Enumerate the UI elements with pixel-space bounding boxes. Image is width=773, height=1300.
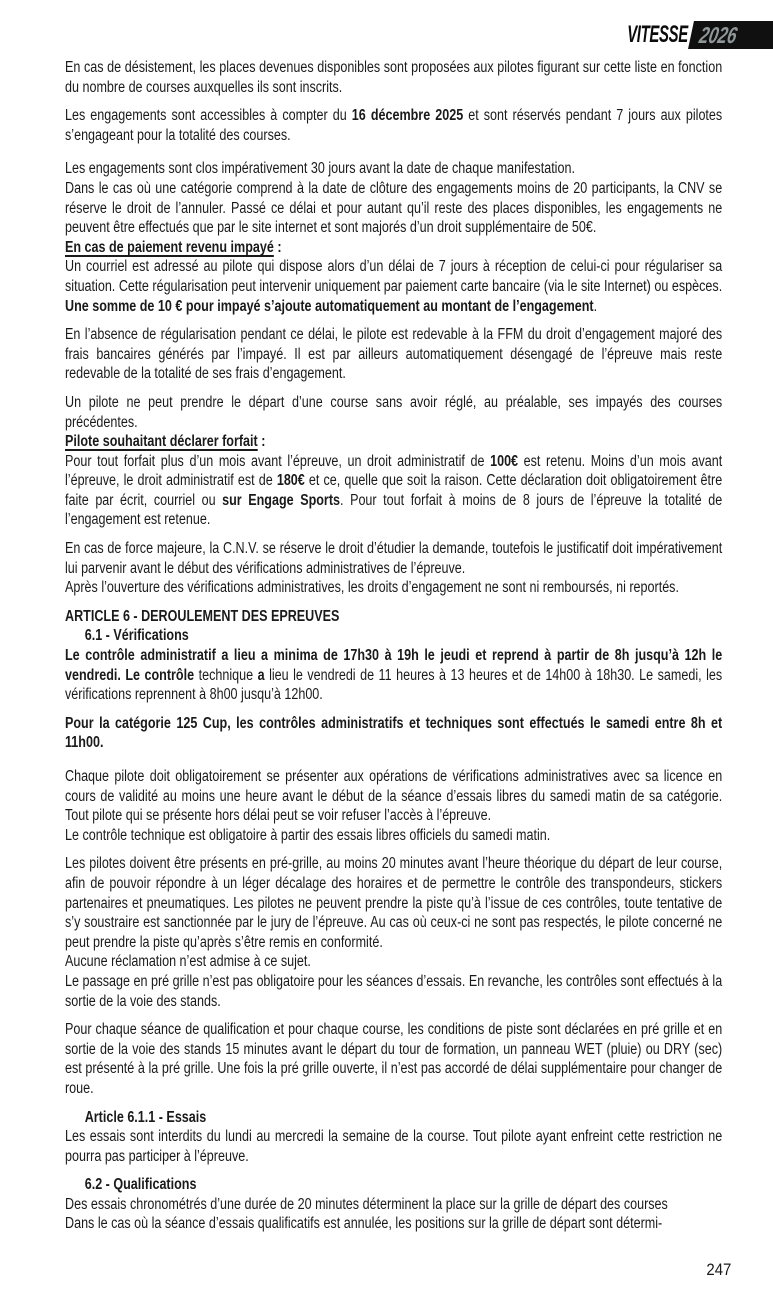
text-segment: Un pilote ne peut prendre le départ d’une course sans avoir réglé, au préalable, ses impayés des courses précédentes. [65,393,723,431]
sub-heading [65,1175,722,1195]
text-segment: sur Engage Sports [222,491,341,509]
text-segment: a [257,666,270,684]
text-segment: . Pour tout forfait à moins de 8 jours de l’épreuve la totalité de l’engagement est retenue. [65,491,723,529]
text-segment: Pour tout forfait plus d’un mois avant l’épreuve, un droit administratif de [65,452,491,470]
text-segment: Après l’ouverture des vérifications administratives, les droits d’engagement ne sont ni remboursés, ni reportés. [65,579,679,597]
text-segment: lieu le vendredi de 11 heures à 13 heures et de 14h00 à 18h30. Le samedi, les vérifications reprennent à 8h00 jusqu’à 12h00. [65,666,723,704]
text-segment: est retenu. Moins d’un mois avant l’épreuve, le droit administratif est de [65,452,723,490]
text-segment: Le contrôle administratif a lieu a minima de 17h30 à 19h le jeudi et reprend à partir de 8h jusqu’à 12h le vendredi. Le contrôle [65,647,723,684]
text-segment: 100€ [490,452,519,470]
paragraph [65,257,722,316]
paragraph [65,539,722,578]
brand-name: VITESSE [627,21,688,48]
paragraph [65,578,722,598]
year-text: 2026 [697,21,740,48]
text-segment: 6.1 - Vérifications [84,627,189,645]
paragraph [65,1127,722,1166]
text-segment: Les engagements sont clos impérativement 30 jours avant la date de chaque manifestation. [65,160,575,178]
paragraph [65,646,722,705]
text-segment: . [593,297,598,315]
vitesse-2026-logo [590,21,773,49]
text-segment: : [273,238,282,256]
text-segment: Les pilotes doivent être présents en pré-grille, au moins 20 minutes avant l’heure théorique du départ de leur course, afin de pouvoir répondre à un léger décalage des horaires et de permettre le contrôle des transpondeurs, stickers partenaires et pneumatiques. Les pilotes ne peuvent prendre la piste qu’à l’issue de ces contrôles, toute tentative de s’y soustraire est sanctionnée par le jury de l’épreuve. Au cas où ceux-ci ne sont pas respectés, le pilote concerné ne peut prendre la piste qu’après s’être remis en conformité. [65,855,723,951]
text-segment: : [257,433,266,451]
paragraph [65,179,722,238]
page-number: 247 [706,1260,731,1279]
paragraph [65,1195,722,1215]
text-segment: En cas de désistement, les places devenues disponibles sont proposées aux pilotes figurant sur cette liste en fonction du nombre de courses auxquelles ils sont inscrits. [65,59,723,96]
text-segment: En cas de force majeure, la C.N.V. se réserve le droit d’étudier la demande, toutefois le justificatif doit impérativement lui parvenir avant le début des vérifications administratives de l’épreuve. [65,540,723,577]
text-segment: Des essais chronométrés d’une durée de 20 minutes déterminent la place sur la grille de départ des courses [65,1195,668,1213]
text-segment: En l’absence de régularisation pendant ce délai, le pilote est redevable à la FFM du droit d’engagement majoré des frais bancaires générés par l’impayé. Il est par ailleurs automatiquement désengagé de l’épreuve mais reste redevable de la totalité de ses frais d’engagement. [65,326,723,383]
text-segment: Pour chaque séance de qualification et pour chaque course, les conditions de piste sont déclarées en pré grille et en sortie de la voie des stands 15 minutes avant le départ du tour de formation, un panneau WET (pluie) ou DRY (sec) est présenté à la pré grille. Une fois la pré grille ouverte, il n’est pas accordé de délai supplémentaire pour changer de roue. [65,1021,723,1097]
paragraph [65,767,722,826]
sub-heading [65,1108,722,1128]
underlined-heading [65,432,722,452]
text-segment: Article 6.1.1 - Essais [84,1108,207,1126]
text-segment: Chaque pilote doit obligatoirement se présenter aux opérations de vérifications administratives avec sa licence en cours de validité au moins une heure avant le début de la séance d’essais libres du samedi matin de sa catégorie. Tout pilote qui se présente hors délai peut se voir refuser l’accès à l’épreuve. [65,768,723,825]
text-segment: Le contrôle technique est obligatoire à partir des essais libres officiels du samedi matin. [65,826,551,844]
text-segment: Les engagements sont accessibles à compter du [65,107,352,125]
paragraph [65,159,722,179]
text-segment: 16 décembre 2025 [351,107,464,125]
text-segment: Dans le cas où la séance d’essais qualificatifs est annulée, les positions sur la grille de départ sont détermi- [65,1215,663,1233]
sub-heading [65,626,722,646]
paragraph [65,1214,722,1234]
text-segment: Une somme de 10 € pour impayé s’ajoute automatiquement au montant de l’engagement [65,297,594,315]
text-segment: Un courriel est adressé au pilote qui dispose alors d’un délai de 7 jours à réception de celui-ci pour régulariser sa situation. Cette régularisation peut intervenir uniquement par paiement carte bancaire (via le site Internet) ou espèces. [65,258,723,295]
section-heading [65,607,722,627]
paragraph [65,714,722,753]
underlined-heading [65,238,722,258]
text-segment: En cas de paiement revenu impayé [65,238,274,256]
paragraph [65,58,722,97]
paragraph [65,854,722,952]
text-segment: Pilote souhaitant déclarer forfait [65,433,258,451]
paragraph [65,952,722,972]
paragraph [65,325,722,384]
text-segment: Aucune réclamation n’est admise à ce sujet. [65,953,311,971]
text-segment: technique [198,666,258,684]
paragraph [65,106,722,145]
text-segment: 180€ [276,472,305,490]
text-segment: Les essais sont interdits du lundi au mercredi la semaine de la course. Tout pilote ayant enfreint cette restriction ne pourra pas participer à l’épreuve. [65,1128,723,1165]
text-segment: Pour la catégorie 125 Cup, les contrôles administratifs et techniques sont effectués le samedi entre 8h et 11h00. [65,714,723,752]
document-body [65,58,722,1234]
text-segment: Dans le cas où une catégorie comprend à la date de clôture des engagements moins de 20 participants, la CNV se réserve le droit de l’annuler. Passé ce délai et pour autant qu’il reste des places disponibles, les engagements ne peuvent être effectués que par le site internet et sont majorés d’un droit supplémentaire de 50€. [65,179,723,237]
paragraph [65,452,722,530]
paragraph [65,826,722,846]
text-segment: Le passage en pré grille n’est pas obligatoire pour les séances d’essais. En revanche, les contrôles sont effectués à la sortie de la voie des stands. [65,972,723,1010]
paragraph [65,972,722,1011]
year-badge [688,21,773,49]
paragraph [65,393,722,432]
text-segment: 6.2 - Qualifications [84,1176,197,1194]
paragraph [65,1020,722,1098]
text-segment: et ce, quelle que soit la raison. Cette déclaration doit obligatoirement être faite par écrit, courriel ou [65,472,723,509]
text-segment: et sont réservés pendant 7 jours aux pilotes s’engageant pour la totalité des courses. [65,107,723,144]
text-segment: ARTICLE 6 - DEROULEMENT DES EPREUVES [65,607,340,625]
